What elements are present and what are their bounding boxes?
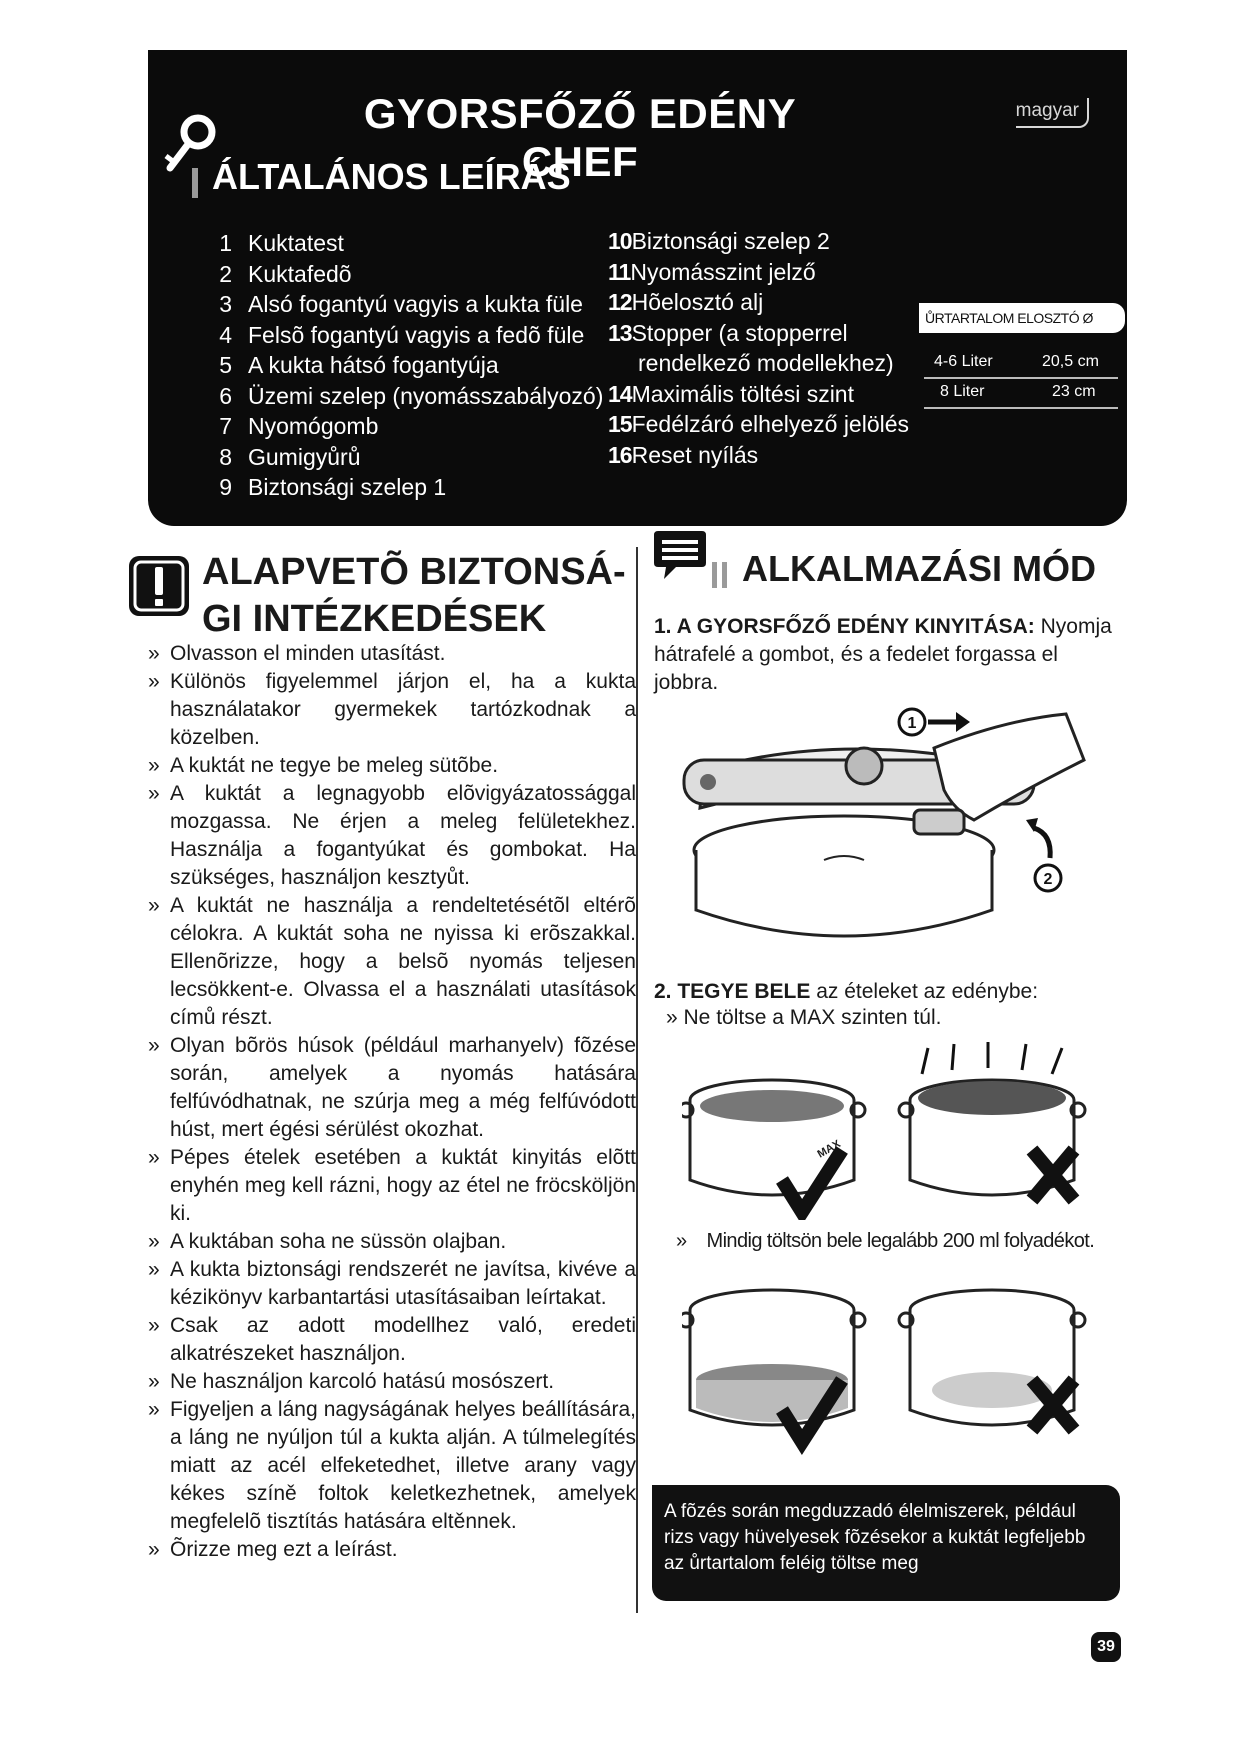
header-panel — [148, 50, 1127, 526]
capacity-table-header: ŮRTARTALOM ELOSZTÓ Ø — [919, 303, 1125, 333]
section-title-safety: ALAPVETÕ BIZTONSÁ- GI INTÉZKEDÉSEK — [202, 551, 626, 640]
list-item: 14Maximális töltési szint — [608, 380, 854, 407]
list-item: » A kuktát ne tegye be meleg sütõbe. — [146, 752, 636, 780]
max-level-note: » Ne töltse a MAX szinten túl. — [666, 1006, 942, 1029]
list-item: 3 Alsó fogantyú vagyis a kukta füle — [219, 291, 583, 317]
list-item: » A kukta biztonsági rendszerét ne javítsa, kivéve a kézikönyv karbantartási utasításaiban leírtakat. — [146, 1256, 636, 1312]
list-item: 1 Kuktatest — [219, 230, 344, 256]
list-item: » A kuktát ne használja a rendeltetésétõl eltérõ célokra. A kuktát soha ne nyissa ki erõszakkal. Ellenõrizze, hogy a belsõ nyomás teljesen lecsökkent-e. Olvassa el a használati utasítások címů részt. — [146, 892, 636, 1032]
instructions-icon — [652, 527, 708, 588]
list-item: » Figyeljen a láng nagyságának helyes beállítására, a láng ne nyúljon túl a kukta alján. A túlmelegítés miatt az acél elfeketedhet, illetve arany vagy kékes színě foltok keletkezhetnek, amelyek megfelelõ tisztítás hatására eltěnnek. — [146, 1396, 636, 1536]
column-divider — [636, 547, 638, 1613]
list-item: » Ne használjon karcoló hatású mosószert. — [146, 1368, 636, 1396]
parts-list-right — [608, 226, 909, 470]
page-number: 39 — [1091, 1632, 1121, 1662]
list-item: 6 Üzemi szelep (nyomásszabályozó) — [219, 382, 604, 409]
list-item: rendelkező modellekhez) — [638, 350, 894, 376]
info-box: A fõzés során megduzzadó élelmiszerek, például rizs vagy hüvelyesek fõzésekor a kuktát legfeljebb az ůrtartalom feléig töltse meg — [652, 1485, 1120, 1601]
list-item: 15Fedélzáró elhelyező jelölés — [608, 411, 910, 437]
max-mark: MAX — [815, 1137, 843, 1161]
list-item: 12Hõelosztó alj — [608, 289, 764, 315]
min-liquid-illustration — [682, 1280, 1102, 1465]
document-title: GYORSFŐZŐ EDÉNY CHEF — [363, 90, 797, 185]
section-marker — [712, 562, 717, 588]
warning-icon — [126, 553, 192, 624]
section-marker — [192, 168, 198, 198]
section-marker — [722, 562, 727, 588]
list-item: 13Stopper (a stopperrel — [608, 319, 848, 346]
parts-list-left — [198, 228, 603, 503]
safety-list — [146, 640, 636, 1564]
arrow-1-label: 1 — [907, 715, 917, 732]
list-item: » Csak az adott modellhez való, eredeti alkatrészeket használjon. — [146, 1312, 636, 1368]
list-item: » Pépes ételek esetében a kuktát kinyitás elõtt enyhén meg kell rázni, hogy az étel ne fröcsköljön ki. — [146, 1144, 636, 1228]
table-row: 8 Liter 23 cm — [924, 378, 1118, 409]
list-item: 8 Gumigyůrů — [219, 443, 361, 470]
step-2-text: 2. TEGYE BELE az ételeket az edénybe: — [654, 980, 1039, 1003]
section-title-general: ÁLTALÁNOS LEÍRÁS — [212, 156, 571, 197]
step-1-text: 1. A GYORSFŐZŐ EDÉNY KINYITÁSA: Nyomja hátrafelé a gombot, és a fedelet forgassa el jobbra. — [654, 615, 1112, 694]
list-item: 4 Felsõ fogantyú vagyis a fedõ füle — [219, 321, 585, 348]
list-item: 9 Biztonsági szelep 1 — [219, 474, 447, 500]
list-item: » Különös figyelemmel járjon el, ha a kukta használatakor gyermekek tartózkodnak a közelben. — [146, 668, 636, 752]
language-label: magyar — [1016, 98, 1089, 128]
min-liquid-note: » Mindig töltsön bele legalább 200 ml folyadékot. — [676, 1230, 1095, 1252]
list-item: 7 Nyomógomb — [219, 413, 379, 439]
list-item: » Olyan bõrös húsok (például marhanyelv) fõzése során, amelyek a nyomás hatására felfúvódhatnak, ne szúrja meg a még felfúvódott húst, mert égési sérülést okozhat. — [146, 1032, 636, 1144]
list-item: 10Biztonsági szelep 2 — [608, 228, 830, 254]
list-item: 5 A kukta hátsó fogantyúja — [219, 352, 499, 378]
list-item: » A kuktát a legnagyobb elõvigyázatossággal mozgassa. Ne érjen a meleg felületekhez. Használja a fogantyúkat és gombokat. Ha szükséges, használjon kesztyůt. — [146, 780, 636, 892]
list-item: » Olvasson el minden utasítást. — [146, 640, 636, 668]
list-item: » A kuktában soha ne süssön olajban. — [146, 1228, 636, 1256]
list-item: 11Nyomásszint jelző — [608, 258, 816, 285]
table-row: 4-6 Liter 20,5 cm — [924, 348, 1118, 379]
max-fill-illustration — [682, 1040, 1102, 1225]
list-item: 16Reset nyílás — [608, 441, 759, 468]
section-title-usage: ALKALMAZÁSI MÓD — [742, 548, 1096, 589]
arrow-2-label: 2 — [1043, 871, 1053, 888]
list-item: » Õrizze meg ezt a leírást. — [146, 1536, 636, 1564]
open-lid-illustration — [674, 700, 1094, 955]
list-item: 2 Kuktafedõ — [219, 260, 352, 287]
